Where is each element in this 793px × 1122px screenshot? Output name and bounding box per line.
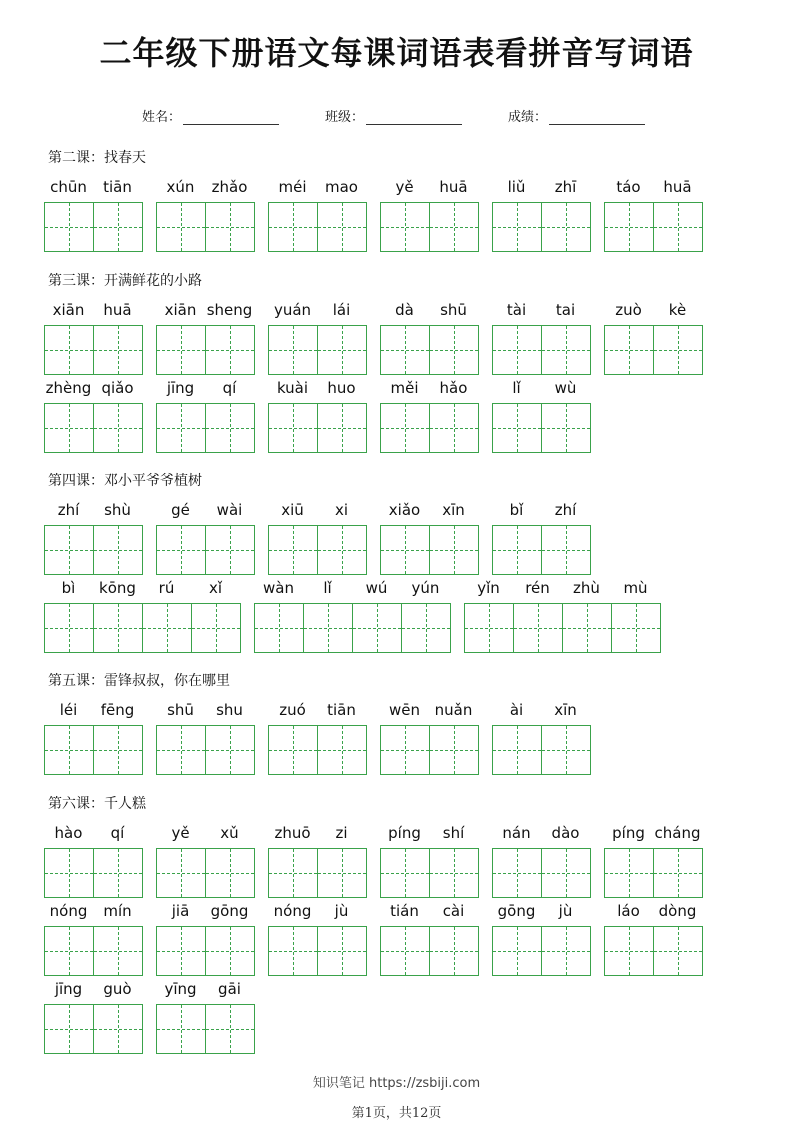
writing-grid-cell[interactable] [492,403,542,453]
pinyin-syllable: hǎo [439,379,468,397]
pinyin-syllable: liǔ [507,178,526,196]
pinyin-syllable: mao [325,178,358,196]
pinyin-syllable: cài [442,902,465,920]
pinyin-syllable: gāi [218,980,241,998]
pinyin-syllable: tián [390,902,419,920]
pinyin-syllable: jù [334,902,349,920]
pinyin-syllable: xīn [554,701,577,719]
writing-grid-cell[interactable] [156,202,206,252]
pinyin-syllable: zhuō [274,824,311,842]
writing-grid-cell[interactable] [93,926,143,976]
pinyin-syllable: zuó [279,701,306,719]
writing-grid-cell[interactable] [380,725,430,775]
pinyin-syllable: xiū [281,501,304,519]
writing-grid-cell[interactable] [492,725,542,775]
writing-grid-cell[interactable] [93,603,143,653]
pinyin-syllable: píng [612,824,645,842]
writing-grid-cell[interactable] [653,202,703,252]
writing-grid-cell[interactable] [604,926,654,976]
pinyin-syllable: xún [166,178,195,196]
score-field [508,106,645,125]
writing-grid-cell[interactable] [268,202,318,252]
lesson-heading: 第五课：雷锋叔叔，你在哪里 [48,673,230,689]
lesson-heading: 第三课：开满鲜花的小路 [48,273,202,289]
writing-grid-cell[interactable] [401,603,451,653]
writing-grid-cell[interactable] [429,926,479,976]
writing-grid-cell[interactable] [44,403,94,453]
pinyin-syllable: yún [411,579,440,597]
writing-grid-cell[interactable] [44,848,94,898]
writing-grid-cell[interactable] [492,926,542,976]
pinyin-syllable: léi [59,701,78,719]
pinyin-syllable: wài [216,501,243,519]
writing-grid-cell[interactable] [268,725,318,775]
writing-grid-cell[interactable] [268,848,318,898]
writing-grid-cell[interactable] [268,403,318,453]
pinyin-syllable: wàn [263,579,294,597]
writing-grid-cell[interactable] [492,325,542,375]
pinyin-syllable: kōng [99,579,136,597]
writing-grid-cell[interactable] [541,525,591,575]
pinyin-syllable: xiǎo [388,501,421,519]
writing-grid-cell[interactable] [317,202,367,252]
pinyin-syllable: kuài [276,379,309,397]
pinyin-syllable: zhī [554,178,577,196]
writing-grid-cell[interactable] [513,603,563,653]
pinyin-syllable: zuò [615,301,642,319]
writing-grid-cell[interactable] [205,202,255,252]
class-field [325,106,462,125]
pinyin-syllable: mù [623,579,648,597]
writing-grid-cell[interactable] [604,202,654,252]
writing-grid-cell[interactable] [156,525,206,575]
pinyin-syllable: xi [334,501,349,519]
pinyin-syllable: huā [439,178,468,196]
writing-grid-cell[interactable] [205,725,255,775]
writing-grid-cell[interactable] [653,325,703,375]
writing-grid-cell[interactable] [541,403,591,453]
writing-grid-cell[interactable] [653,926,703,976]
pinyin-syllable: jīng [54,980,83,998]
writing-grid-cell[interactable] [303,603,353,653]
writing-grid-cell[interactable] [611,603,661,653]
score-label: 成绩： [508,110,548,125]
writing-grid-cell[interactable] [93,725,143,775]
pinyin-syllable: xiān [164,301,197,319]
pinyin-syllable: shí [442,824,465,842]
writing-grid-cell[interactable] [44,926,94,976]
writing-grid-cell[interactable] [380,926,430,976]
pinyin-syllable: mín [103,902,132,920]
writing-grid-cell[interactable] [492,202,542,252]
writing-grid-cell[interactable] [44,1004,94,1054]
writing-grid-cell[interactable] [380,325,430,375]
pinyin-syllable: píng [388,824,421,842]
writing-grid-cell[interactable] [380,403,430,453]
writing-grid-cell[interactable] [429,525,479,575]
pinyin-syllable: tiān [327,701,356,719]
pinyin-syllable: nóng [273,902,312,920]
writing-grid-cell[interactable] [44,325,94,375]
pinyin-syllable: wù [554,379,577,397]
writing-grid-cell[interactable] [352,603,402,653]
writing-grid-cell[interactable] [44,202,94,252]
website-footer: 知识笔记 https://zsbiji.com [312,1076,481,1091]
pinyin-syllable: lǐ [323,579,332,597]
pinyin-syllable: dào [551,824,580,842]
pinyin-syllable: wēn [388,701,420,719]
pinyin-syllable: jù [558,902,573,920]
class-blank[interactable] [366,110,462,125]
pinyin-syllable: shū [167,701,194,719]
pinyin-syllable: nóng [49,902,88,920]
pinyin-syllable: qí [110,824,125,842]
writing-grid-cell[interactable] [492,525,542,575]
pinyin-syllable: tai [555,301,576,319]
lesson-heading: 第二课：找春天 [48,150,146,166]
writing-grid-cell[interactable] [93,525,143,575]
pinyin-syllable: wú [365,579,388,597]
pinyin-syllable: měi [390,379,419,397]
pinyin-syllable: qiǎo [101,379,134,397]
pinyin-syllable: zhí [57,501,80,519]
pinyin-syllable: yīng [164,980,197,998]
writing-grid-cell[interactable] [541,725,591,775]
pinyin-syllable: zi [335,824,348,842]
name-field [142,106,279,125]
pinyin-syllable: gōng [497,902,536,920]
pinyin-syllable: dòng [658,902,697,920]
lesson-heading: 第四课：邓小平爷爷植树 [48,473,202,489]
writing-grid-cell[interactable] [93,325,143,375]
writing-grid-cell[interactable] [156,403,206,453]
page-number: 第1页，共12页 [351,1106,442,1121]
pinyin-syllable: yě [395,178,414,196]
pinyin-syllable: guò [103,980,132,998]
pinyin-syllable: sheng [206,301,253,319]
pinyin-syllable: xǔ [220,824,239,842]
class-label: 班级： [325,110,365,125]
pinyin-syllable: shù [104,501,131,519]
pinyin-syllable: tài [506,301,527,319]
pinyin-syllable: shu [216,701,243,719]
pinyin-syllable: fēng [100,701,135,719]
writing-grid-cell[interactable] [191,603,241,653]
writing-grid-cell[interactable] [317,325,367,375]
writing-grid-cell[interactable] [604,325,654,375]
writing-grid-cell[interactable] [44,525,94,575]
writing-grid-cell[interactable] [268,926,318,976]
pinyin-syllable: jīng [166,379,195,397]
pinyin-syllable: huā [103,301,132,319]
pinyin-syllable: rú [158,579,175,597]
pinyin-syllable: ài [509,701,524,719]
writing-grid-cell[interactable] [268,525,318,575]
writing-grid-cell[interactable] [380,525,430,575]
pinyin-syllable: huā [663,178,692,196]
pinyin-syllable: yě [171,824,190,842]
writing-grid-cell[interactable] [156,325,206,375]
pinyin-syllable: lái [332,301,351,319]
writing-grid-cell[interactable] [205,1004,255,1054]
writing-grid-cell[interactable] [156,848,206,898]
writing-grid-cell[interactable] [317,525,367,575]
pinyin-syllable: xiān [52,301,85,319]
writing-grid-cell[interactable] [93,403,143,453]
writing-grid-cell[interactable] [429,725,479,775]
pinyin-syllable: gōng [210,902,249,920]
writing-grid-cell[interactable] [541,848,591,898]
writing-grid-cell[interactable] [604,848,654,898]
writing-grid-cell[interactable] [429,325,479,375]
pinyin-syllable: táo [616,178,641,196]
writing-grid-cell[interactable] [317,926,367,976]
writing-grid-cell[interactable] [492,848,542,898]
pinyin-syllable: nuǎn [434,701,473,719]
writing-grid-cell[interactable] [142,603,192,653]
writing-grid-cell[interactable] [254,603,304,653]
name-label: 姓名： [142,110,182,125]
pinyin-syllable: rén [525,579,550,597]
pinyin-syllable: qí [222,379,237,397]
pinyin-syllable: xīn [442,501,465,519]
writing-grid-cell[interactable] [429,202,479,252]
pinyin-syllable: cháng [654,824,701,842]
writing-grid-cell[interactable] [268,325,318,375]
writing-grid-cell[interactable] [156,725,206,775]
pinyin-syllable: gé [171,501,190,519]
score-blank[interactable] [549,110,645,125]
writing-grid-cell[interactable] [541,202,591,252]
pinyin-syllable: kè [668,301,687,319]
writing-grid-cell[interactable] [429,403,479,453]
writing-grid-cell[interactable] [429,848,479,898]
pinyin-syllable: bǐ [509,501,524,519]
writing-grid-cell[interactable] [317,403,367,453]
writing-grid-cell[interactable] [156,926,206,976]
pinyin-syllable: xǐ [208,579,223,597]
lesson-heading: 第六课：千人糕 [48,796,146,812]
writing-grid-cell[interactable] [44,725,94,775]
writing-grid-cell[interactable] [93,202,143,252]
pinyin-syllable: huo [327,379,356,397]
writing-grid-cell[interactable] [317,848,367,898]
pinyin-syllable: dà [395,301,414,319]
writing-grid-cell[interactable] [464,603,514,653]
writing-grid-cell[interactable] [156,1004,206,1054]
writing-grid-cell[interactable] [205,325,255,375]
writing-grid-cell[interactable] [541,926,591,976]
pinyin-syllable: bì [61,579,76,597]
pinyin-syllable: yǐn [477,579,500,597]
writing-grid-cell[interactable] [205,848,255,898]
writing-grid-cell[interactable] [93,1004,143,1054]
writing-grid-cell[interactable] [205,525,255,575]
pinyin-syllable: nán [502,824,531,842]
pinyin-syllable: méi [278,178,307,196]
pinyin-syllable: shū [440,301,467,319]
writing-grid-cell[interactable] [205,403,255,453]
pinyin-syllable: zhǎo [211,178,248,196]
pinyin-syllable: chūn [50,178,87,196]
writing-grid-cell[interactable] [93,848,143,898]
writing-grid-cell[interactable] [380,848,430,898]
pinyin-syllable: lǐ [512,379,521,397]
name-blank[interactable] [183,110,279,125]
writing-grid-cell[interactable] [562,603,612,653]
writing-grid-cell[interactable] [317,725,367,775]
writing-grid-cell[interactable] [44,603,94,653]
pinyin-syllable: láo [617,902,640,920]
page-title: 二年级下册语文每课词语表看拼音写词语 [99,34,694,72]
pinyin-syllable: tiān [103,178,132,196]
writing-grid-cell[interactable] [653,848,703,898]
pinyin-syllable: yuán [273,301,312,319]
pinyin-syllable: zhù [573,579,600,597]
writing-grid-cell[interactable] [205,926,255,976]
pinyin-syllable: hào [54,824,83,842]
pinyin-syllable: zhèng [45,379,92,397]
pinyin-syllable: zhí [554,501,577,519]
pinyin-syllable: jiā [171,902,190,920]
writing-grid-cell[interactable] [380,202,430,252]
writing-grid-cell[interactable] [541,325,591,375]
